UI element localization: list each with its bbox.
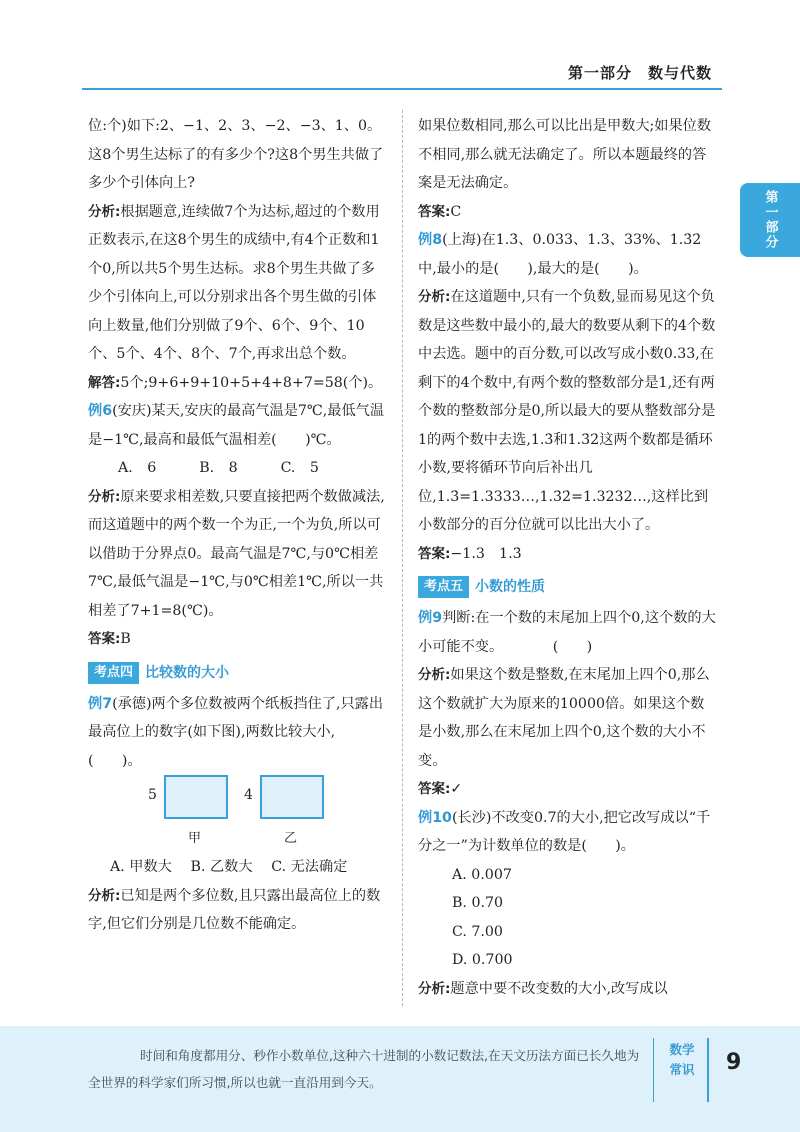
- analysis-text: 如果这个数是整数,在末尾加上四个0,那么这个数就扩大为原来的10000倍。如果这个数是小数,那么在末尾加上四个0,这个数的大小不变。: [418, 667, 710, 769]
- figure-box-b: [260, 775, 324, 819]
- option-b: B. 8: [199, 460, 238, 476]
- example-label: 例6: [88, 403, 113, 419]
- option-a: A. 0.007: [452, 866, 512, 883]
- answer-label: 答案:: [88, 631, 121, 647]
- header-title: 第一部分 数与代数: [567, 64, 712, 82]
- analysis-text: 根据题意,连续做7个为达标,超过的个数用正数表示,在这8个男生的成绩中,有4个正数和1个0,所以共5个男生达标。求8个男生共做了多少个引体向上,可以分别求出各个男生做的引体向上数量,他们分别做了9个、6个、9个、10个、5个、4个、8个、7个,再求出总个数。: [88, 203, 380, 362]
- answer-text: C: [450, 203, 462, 220]
- analysis-paragraph: [418, 661, 718, 775]
- section-tag: 考点五: [418, 576, 469, 598]
- section-4-heading: [88, 662, 388, 684]
- page-number: 9: [726, 1050, 742, 1075]
- example-text: 判断:在一个数的末尾加上四个0,这个数的大小可能不变。 ( ): [418, 610, 716, 655]
- solution-label: 解答:: [88, 374, 121, 391]
- example-8: [418, 226, 718, 283]
- answer-paragraph: [418, 775, 718, 804]
- section-5-heading: [418, 576, 718, 598]
- analysis-paragraph: [418, 975, 718, 1004]
- example-10: [418, 804, 718, 861]
- example-9: [418, 604, 718, 661]
- option-c: C. 无法确定: [271, 859, 348, 875]
- footer-tag: 数学常识: [669, 1042, 695, 1077]
- solution-text: 5个;9+6+9+10+5+4+8+7=58(个)。: [120, 374, 383, 391]
- page-header: [0, 60, 800, 94]
- check-icon: ✓: [450, 781, 463, 797]
- answer-paragraph: [88, 625, 388, 654]
- analysis-label: 分析:: [418, 667, 451, 683]
- footer-bar: [707, 1038, 709, 1102]
- analysis-paragraph: [418, 283, 718, 540]
- figure-label-a: 甲: [188, 831, 202, 846]
- answer-paragraph: [418, 540, 718, 569]
- section-title: 比较数的大小: [145, 664, 230, 681]
- page-footer: [0, 1026, 800, 1132]
- analysis-text: 题意中要不改变数的大小,改写成以: [450, 980, 668, 997]
- example-label: 例7: [88, 695, 113, 712]
- section-title: 小数的性质: [475, 579, 546, 595]
- option-a: A. 甲数大: [110, 859, 172, 875]
- footer-separator: [653, 1038, 654, 1102]
- option-c: C. 7.00: [452, 923, 503, 940]
- example-6-options: [88, 454, 388, 483]
- solution-paragraph: [88, 369, 388, 398]
- figure-digit-a: 5: [148, 787, 157, 803]
- figure-box-a: [164, 775, 228, 819]
- option-b: B. 乙数大: [190, 859, 253, 875]
- continued-text: 如果位数相同,那么可以比出是甲数大;如果位数不相同,那么就无法确定了。所以本题最终的答案是无法确定。: [418, 118, 712, 191]
- example-label: 例10: [418, 809, 452, 826]
- example-text: (安庆)某天,安庆的最高气温是7℃,最低气温是−1℃,最高和最低气温相差( )℃。: [88, 403, 385, 448]
- example-6: [88, 397, 388, 454]
- answer-label: 答案:: [418, 203, 451, 220]
- option-d: D. 0.700: [452, 952, 513, 968]
- analysis-label: 分析:: [88, 488, 121, 505]
- header-rule: [82, 88, 722, 90]
- option-a: A. 6: [118, 460, 157, 476]
- analysis-label: 分析:: [88, 887, 121, 904]
- figure-digit-b: 4: [244, 787, 253, 803]
- analysis-paragraph: [88, 198, 388, 369]
- answer-label: 答案:: [418, 781, 451, 797]
- side-tab: 第一部分: [740, 183, 800, 257]
- analysis-text: 已知是两个多位数,且只露出最高位上的数字,但它们分别是几位数不能确定。: [88, 887, 381, 932]
- section-tag: 考点四: [88, 662, 139, 684]
- answer-label: 答案:: [418, 545, 451, 562]
- analysis-text: 原来要求相差数,只要直接把两个数做减法,而这道题中的两个数一个为正,一个为负,所以可以借助于分界点0。最高气温是7℃,与0℃相差7℃,最低气温是−1℃,与0℃相差1℃,所以一共相差了7+1=8(℃)。: [88, 488, 385, 619]
- cardboard-figure: [88, 775, 388, 861]
- answer-text: B: [120, 631, 131, 647]
- example-text: (承德)两个多位数被两个纸板挡住了,只露出最高位上的数字(如下图),两数比较大小,( )。: [88, 695, 384, 769]
- answer-paragraph: [418, 198, 718, 227]
- option-b: B. 0.70: [452, 895, 504, 911]
- analysis-paragraph: [88, 483, 388, 626]
- example-text: (上海)在1.3̇、0.033、1.3、33%、1.3̇2̇中,最小的是( ),最大的是( )。: [418, 232, 702, 277]
- left-column: [88, 112, 388, 939]
- footer-fact-text: 时间和角度都用分、秒作小数单位,这种六十进制的小数记数法,在天文历法方面已长久地为全世界的科学家们所习惯,所以也就一直沿用到今天。: [88, 1048, 640, 1090]
- example-text: (长沙)不改变0.7的大小,把它改写成以“千分之一”为计数单位的数是( )。: [418, 809, 711, 854]
- example-label: 例8: [418, 232, 443, 248]
- problem-text: 位:个)如下:2、−1、2、3、−2、−3、1、0。这8个男生达标了的有多少个?这8个男生共做了多少个引体向上?: [88, 118, 384, 191]
- column-divider: [402, 110, 403, 1006]
- analysis-label: 分析:: [418, 980, 451, 997]
- answer-text: −1.3 1.3̇: [450, 545, 522, 562]
- analysis-paragraph: [88, 882, 388, 939]
- example-label: 例9: [418, 610, 443, 626]
- option-c: C. 5: [280, 460, 319, 476]
- right-column: [418, 112, 718, 1003]
- figure-label-b: 乙: [284, 831, 298, 846]
- analysis-label: 分析:: [418, 289, 451, 305]
- example-7: [88, 690, 388, 776]
- analysis-label: 分析:: [88, 203, 121, 220]
- analysis-text: 在这道题中,只有一个负数,显而易见这个负数是这些数中最小的,最大的数要从剩下的4个数中去选。题中的百分数,可以改写成小数0.33,在剩下的4个数中,有两个数的整数部分是1,还有两个数的整数部分是0,所以最大的要从整数部分是1的两个数中去选,1.3̇和1.3̇2̇这两个数都是循环小数,要将循环节向后补出几位,1.3̇=1.3333…,1.3̇2̇=1.3232…,这样比到小数部分的百分位就可以比出大小了。: [418, 289, 716, 533]
